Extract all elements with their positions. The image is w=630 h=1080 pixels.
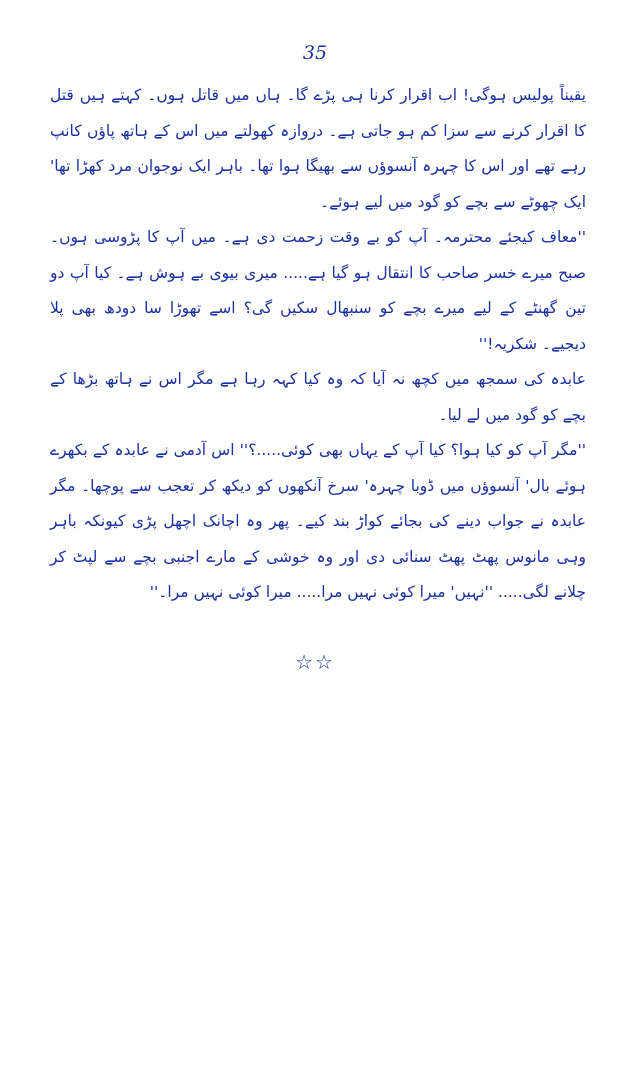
paragraph-3: عابدہ کی سمجھ میں کچھ نہ آیا کہ وہ کیا کہہ رہا ہے مگر اس نے ہاتھ بڑھا کے بچے کو گود میں لے لیا۔ (50, 370, 586, 424)
section-end-stars-icon: ☆☆ (295, 650, 335, 674)
paragraph-4: ''مگر آپ کو کیا ہوا؟ کیا آپ کے یہاں بھی کوئی.....؟'' اس آدمی نے عابدہ کے بکھرے ہوئے بال' آنسوؤں میں ڈوبا چہرہ' سرخ آنکھوں کو دیکھ کر تعجب سے پوچھا۔ مگر عابدہ نے جواب دینے کی بجائے کواڑ بند کیے۔ پھر وہ اچانک اچھل پڑی کیونکہ باہر وہی مانوس پھٹ پھٹ سنائی دی اور وہ خوشی کے مارے اجنبی بچے سے لپٹ کر چلانے لگی..... ''نہیں' میرا کوئی نہیں مرا..... میرا کوئی نہیں مرا۔'' (50, 441, 586, 601)
paragraph-2: ''معاف کیجئے محترمہ۔ آپ کو بے وقت زحمت دی ہے۔ میں آپ کا پڑوسی ہوں۔ صبح میرے خسر صاحب کا انتقال ہو گیا ہے..... میری بیوی بے ہوش ہے۔ کیا آپ دو تین گھنٹے کے لیے میرے بچے کو سنبھال سکیں گی؟ اسے تھوڑا سا دودھ بھی پلا دیجیے۔ شکریہ!'' (50, 228, 586, 353)
page-number: 35 (302, 42, 328, 64)
body-text (50, 78, 586, 611)
paragraph-1: یقیناً پولیس ہوگی! اب اقرار کرنا ہی پڑے گا۔ ہاں میں قاتل ہوں۔ کہتے ہیں قتل کا اقرار کرنے سے سزا کم ہو جاتی ہے۔ دروازہ کھولتے میں اس کے ہاتھ پاؤں کانپ رہے تھے اور اس کا چہرہ آنسوؤں سے بھیگا ہوا تھا۔ باہر ایک نوجوان مرد کھڑا تھا' ایک چھوٹے سے بچے کو گود میں لیے ہوئے۔ (50, 86, 586, 211)
